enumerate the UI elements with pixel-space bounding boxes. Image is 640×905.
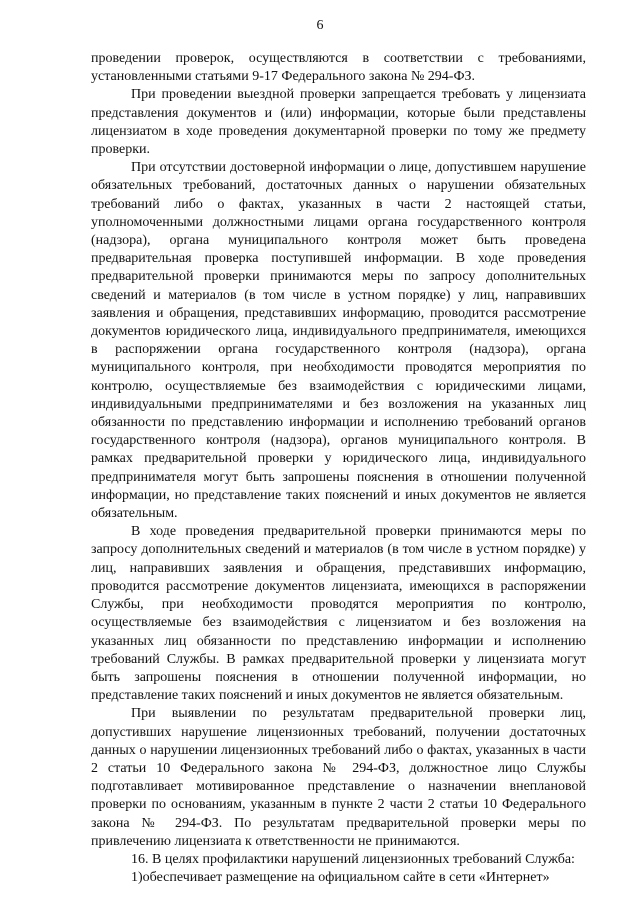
paragraph: 1)обеспечивает размещение на официальном сайте в сети «Интернет» — [131, 870, 550, 886]
page-number: 6 — [316, 18, 324, 33]
document-body — [91, 50, 586, 887]
paragraph: В ходе проведения предварительной проверки принимаются меры по запросу дополнительных сведений и материалов (в том числе в устном порядке) у лиц, направивших заявления и обращения, представивших информацию, проводится рассмотрение документов лицензиата, имеющихся в распоряжении Службы, при необходимости проводятся мероприятия по контролю, осуществляемые без взаимодействия с лицензиатом и без возложения на указанных лиц обязанности по представлению информации и исполнению требований Службы. В рамках предварительной проверки у лицензиата могут быть запрошены пояснения в отношении полученной информации, но представление таких пояснений и иных документов не является обязательным. — [91, 524, 586, 704]
paragraph: При выявлении по результатам предварительной проверки лиц, допустивших нарушение лицензионных требований, получении достаточных данных о нарушении лицензионных требований либо о фактах, указанных в части 2 статьи 10 Федерального закона № 294-ФЗ, должностное лицо Службы подготавливает мотивированное представление о назначении внеплановой проверки по основаниям, указанным в пункте 2 части 2 статьи 10 Федерального закона № 294-ФЗ. По результатам предварительной проверки меры по привлечению лицензиата к ответственности не принимаются. — [91, 706, 586, 849]
paragraph: При отсутствии достоверной информации о лице, допустившем нарушение обязательных требований, достаточных данных о нарушении обязательных требований либо о фактах, указанных в части 2 настоящей статьи, уполномоченными должностными лицами органа государственного контроля (надзора), органа муниципального контроля может быть проведена предварительная проверка поступившей информации. В ходе проведения предварительной проверки принимаются меры по запросу дополнительных сведений и материалов (в том числе в устном порядке) у лиц, направивших заявления и обращения, представивших информацию, проводится рассмотрение документов юридического лица, индивидуального предпринимателя, имеющихся в распоряжении органа государственного контроля (надзора), органа муниципального контроля, при необходимости проводятся мероприятия по контролю, осуществляемые без взаимодействия с юридическими лицами, индивидуальными предпринимателями и без возложения на указанных лиц обязанности по представлению информации и исполнению требований органов государственного контроля (надзора), органов муниципального контроля. В рамках предварительной проверки у юридического лица, индивидуального предпринимателя могут быть запрошены пояснения в отношении полученной информации, но представление таких пояснений и иных документов не является обязательным. — [91, 160, 586, 522]
paragraph: проведении проверок, осуществляются в соответствии с требованиями, установленными статьями 9-17 Федерального закона № 294-ФЗ. — [91, 51, 586, 85]
paragraph: При проведении выездной проверки запрещается требовать у лицензиата представления документов и (или) информации, которые были представлены лицензиатом в ходе проведения документарной проверки по тому же предмету проверки. — [91, 87, 586, 158]
paragraph: 16. В целях профилактики нарушений лицензионных требований Служба: — [131, 851, 575, 867]
